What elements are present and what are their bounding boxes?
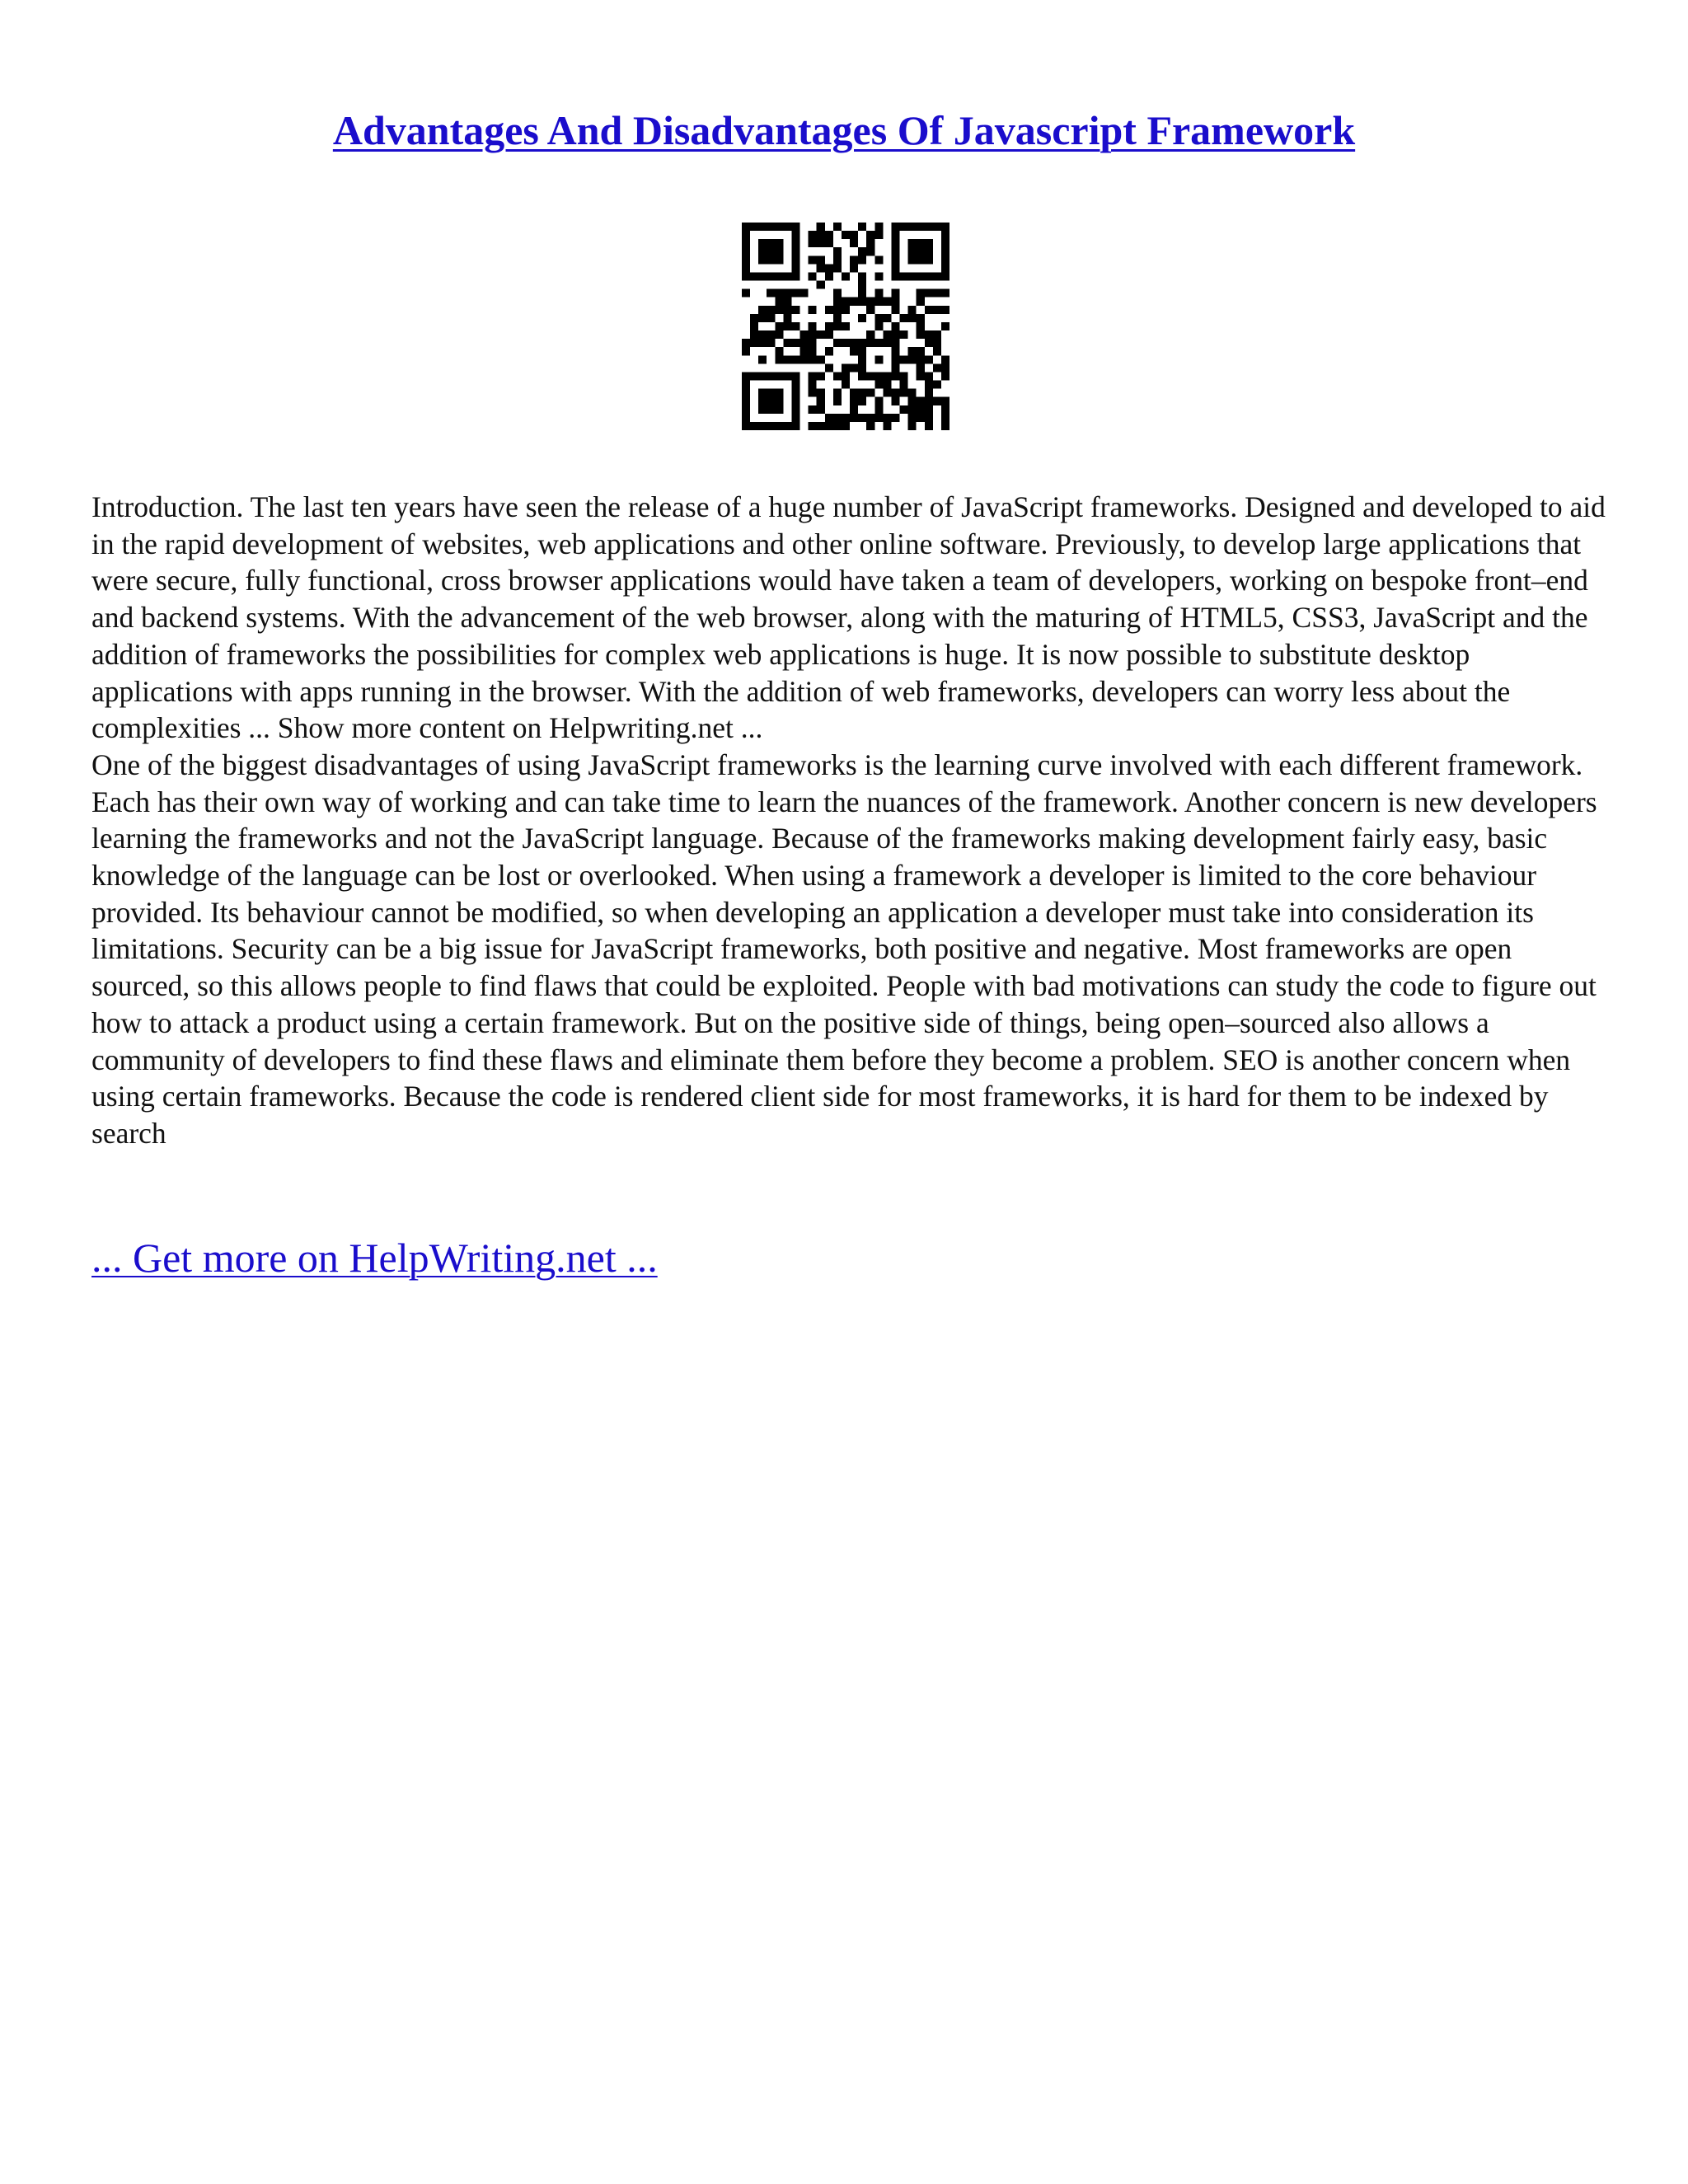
page-title	[0, 105, 1688, 155]
title-link[interactable]: Advantages And Disadvantages Of Javascript Framework	[332, 107, 1356, 153]
get-more-link[interactable]: ... Get more on HelpWriting.net ...	[91, 1235, 658, 1281]
more-link-container	[91, 1233, 658, 1282]
qr-code-icon	[742, 223, 950, 430]
article-body	[91, 489, 1608, 1152]
paragraph-intro: Introduction. The last ten years have seen the release of a huge number of JavaScript frameworks. Designed and developed to aid in the rapid development of websites, web applications and other online software. Previously, to develop large applications that were secure, fully functional, cross browser applications would have taken a team of developers, working on bespoke front–end and backend systems. With the advancement of the web browser, along with the maturing of HTML5, CSS3, JavaScript and the addition of frameworks the possibilities for complex web applications is huge. It is now possible to substitute desktop applications with apps running in the browser. With the addition of web frameworks, developers can worry less about the complexities ... Show more content on Helpwriting.net ...	[91, 490, 1606, 745]
paragraph-disadvantages: One of the biggest disadvantages of using JavaScript frameworks is the learning curve involved with each different framework. Each has their own way of working and can take time to learn the nuances of the framework. Another concern is new developers learning the frameworks and not the JavaScript language. Because of the frameworks making development fairly easy, basic knowledge of the language can be lost or overlooked. When using a framework a developer is limited to the core behaviour provided. Its behaviour cannot be modified, so when developing an application a developer must take into consideration its limitations. Security can be a big issue for JavaScript frameworks, both positive and negative. Most frameworks are open sourced, so this allows people to find flaws that could be exploited. People with bad motivations can study the code to figure out how to attack a product using a certain framework. But on the positive side of things, being open–sourced also allows a community of developers to find these flaws and eliminate them before they become a problem. SEO is another concern when using certain frameworks. Because the code is rendered client side for most frameworks, it is hard for them to be indexed by search	[91, 748, 1597, 1150]
